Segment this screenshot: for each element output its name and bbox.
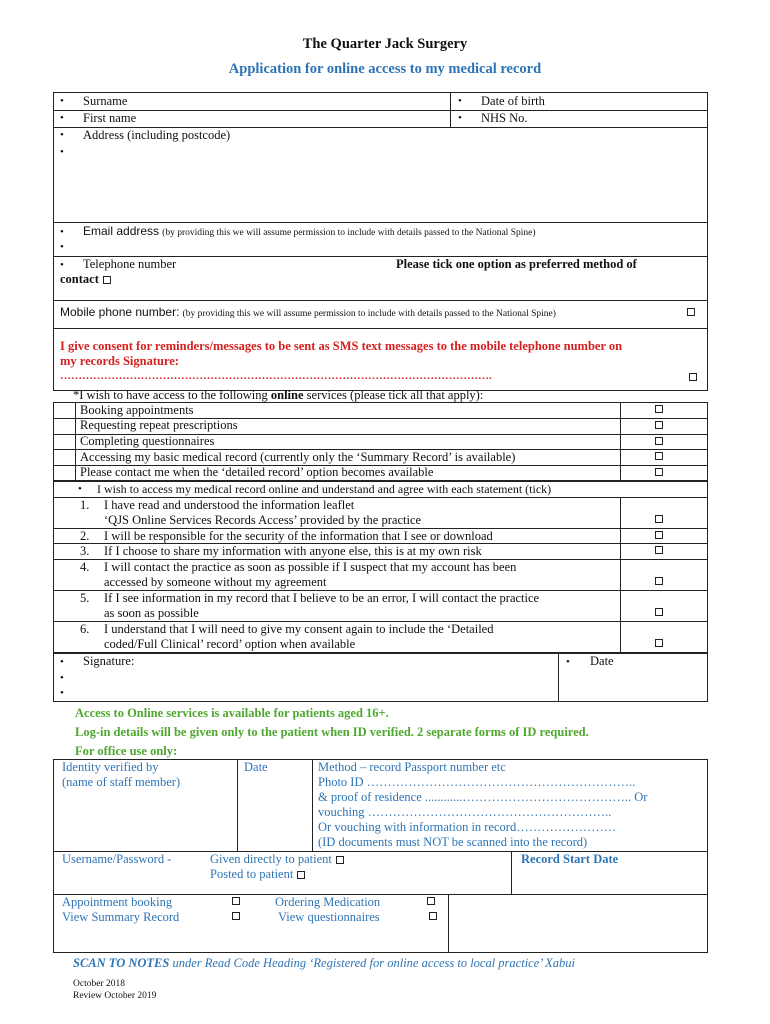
- dob-field[interactable]: Date of birth: [481, 94, 545, 108]
- col-divider: [558, 653, 559, 702]
- col-divider: [312, 759, 313, 851]
- statement-number: 1.: [80, 498, 90, 512]
- preferred-contact-label: Please tick one option as preferred method of: [396, 257, 637, 271]
- col-divider: [448, 894, 449, 953]
- mobile-note: (by providing this we will assume permission to include with details passed to the National Spine): [182, 309, 556, 319]
- vouching-line[interactable]: vouching …………………………………………………..: [318, 805, 612, 819]
- signature-date-field[interactable]: Date: [590, 654, 614, 668]
- mobile-field[interactable]: [60, 305, 556, 322]
- sms-consent-line1: I give consent for reminders/messages to be sent as SMS text messages to the mobile telephone number on: [60, 339, 623, 353]
- statement-6-checkbox[interactable]: [655, 639, 663, 647]
- footer-date: October 2018: [73, 979, 125, 989]
- statement-4-checkbox[interactable]: [655, 577, 663, 585]
- statement-6-line1: I understand that I will need to give my consent again to include the ‘Detailed: [104, 622, 494, 636]
- col-divider: [75, 402, 76, 481]
- signature-field[interactable]: Signature:: [83, 654, 135, 668]
- agreement-intro: I wish to access my medical record online and understand and agree with each statement (tick): [97, 482, 552, 496]
- statement-4-line2: accessed by someone without my agreement: [104, 575, 327, 589]
- statement-number: 2.: [80, 529, 90, 543]
- statement-3: If I choose to share my information with anyone else, this is at my own risk: [104, 544, 482, 558]
- staff-name-label: (name of staff member): [62, 775, 181, 789]
- row-divider: [53, 328, 708, 329]
- proof-of-residence-line[interactable]: & proof of residence ............………………………………….. Or: [318, 790, 648, 804]
- statement-2-checkbox[interactable]: [655, 531, 663, 539]
- bullet: •: [78, 483, 82, 495]
- col-divider: [620, 402, 621, 481]
- bullet: •: [60, 672, 64, 684]
- statement-number: 6.: [80, 622, 90, 636]
- telephone-field[interactable]: Telephone number: [83, 257, 177, 271]
- nhs-number-field[interactable]: NHS No.: [481, 111, 528, 125]
- sms-consent-line2: my records Signature:: [60, 354, 179, 368]
- surname-field[interactable]: Surname: [83, 94, 128, 108]
- bullet: •: [566, 656, 570, 668]
- row-divider: [53, 300, 708, 301]
- col-divider: [237, 759, 238, 851]
- office-use-heading: For office use only:: [75, 744, 178, 758]
- ordering-medication-label: Ordering Medication: [275, 895, 381, 909]
- statement-5-checkbox[interactable]: [655, 608, 663, 616]
- bullet: •: [60, 129, 64, 141]
- email-label: Email address: [83, 224, 160, 238]
- statement-1-checkbox[interactable]: [655, 515, 663, 523]
- posted-label: Posted to patient: [210, 867, 294, 881]
- bullet: •: [60, 146, 64, 158]
- statement-5-line1: If I see information in my record that I believe to be an error, I will contact the practice: [104, 591, 540, 605]
- statement-5-line2: as soon as possible: [104, 606, 199, 620]
- page-title: The Quarter Jack Surgery: [302, 36, 468, 52]
- col-divider: [511, 851, 512, 894]
- mobile-checkbox[interactable]: [687, 308, 695, 316]
- statement-6-line2: coded/Full Clinical’ record’ option when available: [104, 637, 356, 651]
- bullet: •: [458, 112, 462, 124]
- statement-number: 5.: [80, 591, 90, 605]
- service-checkbox-booking[interactable]: [655, 405, 663, 413]
- email-note: (by providing this we will assume permission to include with details passed to the National Spine): [162, 228, 536, 238]
- bullet: •: [60, 259, 64, 271]
- given-directly-checkbox[interactable]: [336, 856, 344, 864]
- statement-number: 3.: [80, 544, 90, 558]
- id-scan-note: (ID documents must NOT be scanned into the record): [318, 835, 588, 849]
- footer-review: Review October 2019: [73, 991, 157, 1001]
- service-checkbox-detailed-record[interactable]: [655, 468, 663, 476]
- view-summary-checkbox[interactable]: [232, 912, 240, 920]
- sms-consent-checkbox[interactable]: [689, 373, 697, 381]
- service-questionnaires: Completing questionnaires: [80, 434, 215, 448]
- service-booking-appointments: Booking appointments: [80, 403, 194, 417]
- statement-3-checkbox[interactable]: [655, 546, 663, 554]
- service-detailed-record: Please contact me when the ‘detailed record’ option becomes available: [80, 465, 434, 479]
- telephone-checkbox[interactable]: [103, 276, 111, 284]
- service-checkbox-basic-record[interactable]: [655, 452, 663, 460]
- service-basic-record: Accessing my basic medical record (currently only the ‘Summary Record’ is available): [80, 450, 516, 464]
- posted-checkbox[interactable]: [297, 871, 305, 879]
- given-directly-option[interactable]: [210, 852, 344, 867]
- scan-to-notes-instruction: SCAN TO NOTES under Read Code Heading ‘Registered for online access to local practice’ Xabui: [73, 956, 576, 970]
- posted-option[interactable]: [210, 867, 305, 882]
- service-checkbox-prescriptions[interactable]: [655, 421, 663, 429]
- view-summary-label: View Summary Record: [62, 910, 180, 924]
- statement-2: I will be responsible for the security of the information that I see or download: [104, 529, 493, 543]
- contact-label-row: [60, 272, 111, 287]
- service-repeat-prescriptions: Requesting repeat prescriptions: [80, 418, 238, 432]
- mobile-label: Mobile phone number:: [60, 305, 180, 319]
- given-directly-label: Given directly to patient: [210, 852, 332, 866]
- statement-number: 4.: [80, 560, 90, 574]
- statement-1-line1: I have read and understood the information leaflet: [104, 498, 355, 512]
- view-questionnaires-checkbox[interactable]: [429, 912, 437, 920]
- email-field[interactable]: [83, 224, 536, 241]
- username-password-label: Username/Password -: [62, 852, 172, 866]
- address-field[interactable]: Address (including postcode): [83, 128, 231, 142]
- ordering-medication-checkbox[interactable]: [427, 897, 435, 905]
- appointment-booking-checkbox[interactable]: [232, 897, 240, 905]
- page-subtitle: Application for online access to my medical record: [228, 61, 542, 77]
- service-checkbox-questionnaires[interactable]: [655, 437, 663, 445]
- row-divider: [450, 127, 708, 128]
- statement-4-line1: I will contact the practice as soon as possible if I suspect that my account has been: [104, 560, 517, 574]
- row-divider: [53, 110, 708, 111]
- method-line: Method – record Passport number etc: [318, 760, 506, 774]
- row-divider: [53, 222, 708, 223]
- office-date-label: Date: [244, 760, 268, 774]
- bullet: •: [60, 241, 64, 253]
- bullet: •: [60, 95, 64, 107]
- record-start-date-label: Record Start Date: [521, 852, 619, 866]
- col-divider: [620, 497, 621, 653]
- age-note: Access to Online services is available for patients aged 16+.: [75, 706, 389, 720]
- contact-label: contact: [60, 272, 99, 286]
- view-questionnaires-label: View questionnaires: [278, 910, 380, 924]
- services-intro: *I wish to have access to the following online services (please tick all that apply):: [73, 388, 484, 402]
- bullet: •: [60, 226, 64, 238]
- photo-id-line[interactable]: Photo ID ………………………………………………………..: [318, 775, 636, 789]
- bullet: •: [458, 95, 462, 107]
- first-name-field[interactable]: First name: [83, 111, 137, 125]
- appointment-booking-label: Appointment booking: [62, 895, 173, 909]
- statement-1-line2: ‘QJS Online Services Records Access’ provided by the practice: [104, 513, 422, 527]
- bullet: •: [60, 687, 64, 699]
- sms-signature-line[interactable]: ……………………………………………………………………………………………………….: [60, 370, 492, 382]
- vouching-record-line[interactable]: Or vouching with information in record……………………: [318, 820, 617, 834]
- bullet: •: [60, 112, 64, 124]
- login-note: Log-in details will be given only to the patient when ID verified. 2 separate forms of ID required.: [75, 725, 589, 739]
- identity-verified-label: Identity verified by: [62, 760, 159, 774]
- bullet: •: [60, 656, 64, 668]
